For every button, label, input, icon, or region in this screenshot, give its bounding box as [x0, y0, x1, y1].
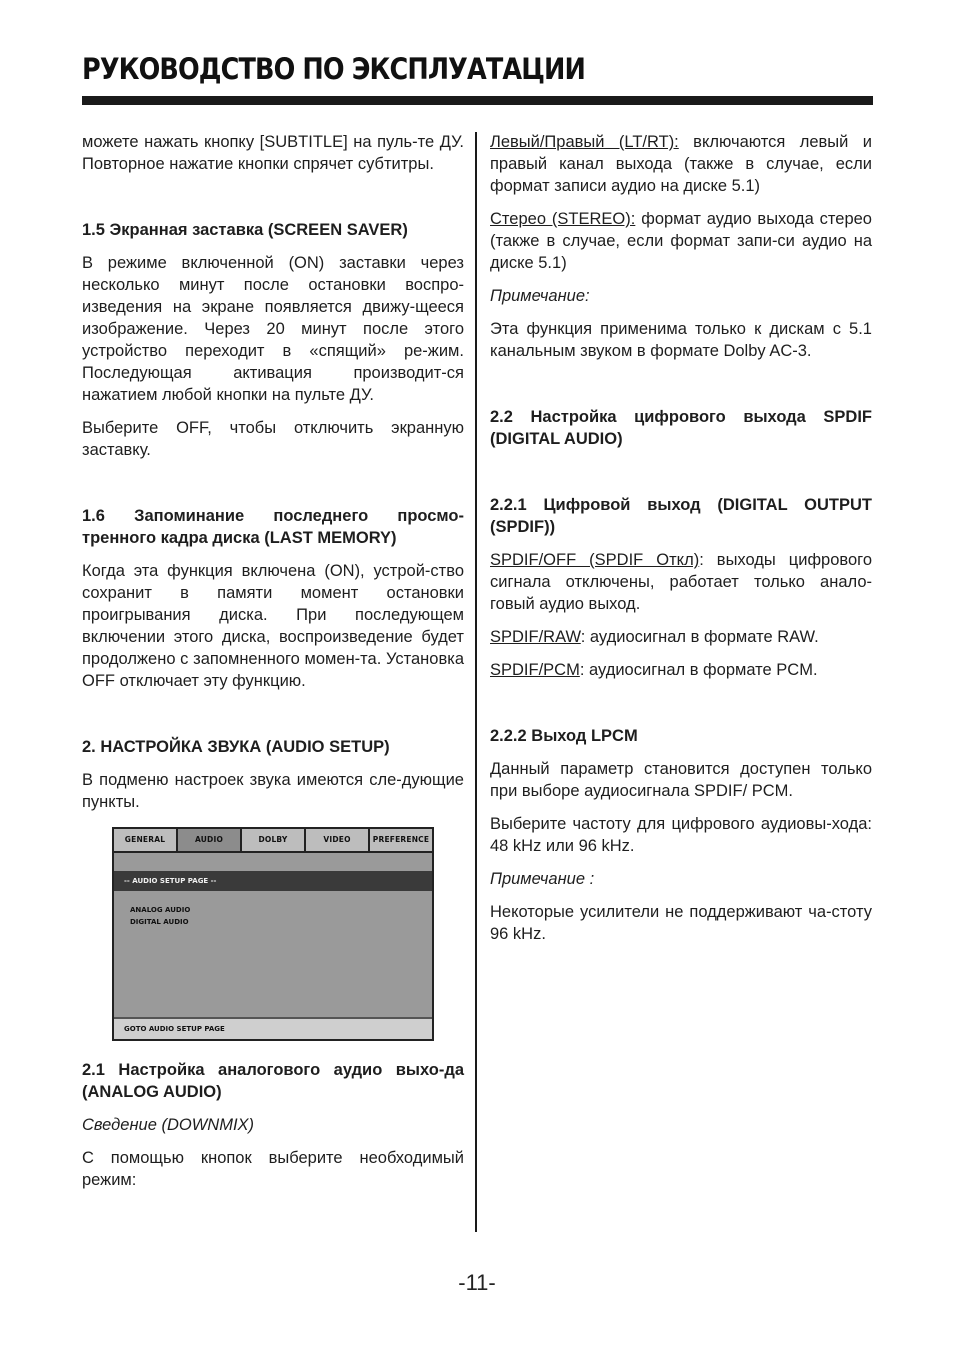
stereo-paragraph — [490, 208, 872, 274]
osd-tab-dolby: DOLBY — [242, 829, 306, 851]
column-divider — [475, 132, 477, 1232]
osd-footer: GOTO AUDIO SETUP PAGE — [114, 1017, 432, 1039]
section-1-5-paragraph-2: Выберите OFF, чтобы отключить экранную заставку. — [82, 419, 464, 459]
section-1-5-paragraph-1: В режиме включенной (ON) заставки через несколько минут после остановки воспро-изведения на экране появляется движу-щееся изображение. Через 20 минут после этого устройство переходит в «спящий» ре-жим. Последующая активация производит-ся нажатием любой кнопки на пульте ДУ. — [82, 254, 464, 404]
title-rule — [82, 96, 873, 105]
section-2-2-1-heading: 2.2.1 Цифровой выход (DIGITAL OUTPUT (SPDIF)) — [490, 496, 872, 536]
section-2-2-2-paragraph-1: Данный параметр становится доступен только при выборе аудиосигнала SPDIF/ PCM. — [490, 760, 872, 800]
osd-tab-bar — [114, 829, 432, 853]
stereo-text: формат аудио выхода стерео (также в случае, если формат запи-си аудио на диске 5.1) — [490, 210, 872, 272]
section-2-heading: 2. НАСТРОЙКА ЗВУКА (AUDIO SETUP) — [82, 738, 390, 756]
downmix-subheading: Сведение (DOWNMIX) — [82, 1116, 255, 1134]
note-1-text: Эта функция применима только к дискам с 5.1 канальным звуком в формате Dolby AC-3. — [490, 320, 872, 360]
osd-tab-preference: PREFERENCE — [372, 835, 430, 844]
spdif-pcm-paragraph — [490, 659, 872, 681]
osd-menu-list — [130, 904, 190, 928]
spdif-off-text: : выходы цифрового сигнала отключены, работает только анало-говый аудио выход. — [490, 551, 872, 613]
spdif-raw-paragraph — [490, 626, 872, 648]
section-1-6-heading: 1.6 Запоминание последнего просмо-тренного кадра диска (LAST MEMORY) — [82, 507, 464, 547]
section-2-1-paragraph: С помощью кнопок выберите необходимый режим: — [82, 1149, 464, 1189]
section-1-6-paragraph: Когда эта функция включена (ON), устрой-ство сохранит в памяти момент остановки проигрывания диска. При последующем включении этого диска, воспроизведение будет продолжено с запомненного момен-та. Установка OFF отключает эту функцию. — [82, 562, 464, 690]
audio-setup-screenshot — [112, 827, 434, 1041]
right-column — [490, 131, 872, 956]
section-1-5-heading: 1.5 Экранная заставка (SCREEN SAVER) — [82, 221, 408, 239]
note-2-label: Примечание : — [490, 870, 595, 888]
osd-page-header: -- AUDIO SETUP PAGE -- — [114, 871, 432, 891]
section-2-1-heading: 2.1 Настройка аналогового аудио выхо-да (ANALOG AUDIO) — [82, 1061, 464, 1101]
osd-tab-general: GENERAL — [114, 829, 178, 851]
section-2-paragraph: В подменю настроек звука имеются сле-дующие пункты. — [82, 771, 464, 811]
osd-tab-audio: AUDIO — [178, 829, 242, 851]
spdif-off-paragraph — [490, 549, 872, 615]
section-2-2-2-heading: 2.2.2 Выход LPCM — [490, 727, 638, 745]
note-2-text: Некоторые усилители не поддерживают ча-стоту 96 kHz. — [490, 903, 872, 943]
note-1-label: Примечание: — [490, 287, 590, 305]
spdif-pcm-text: : аудиосигнал в формате PCM. — [579, 661, 818, 679]
ltrt-label: Левый/Правый (LT/RT): — [490, 133, 679, 151]
section-2-2-2-paragraph-2: Выберите частоту для цифрового аудиовы-хода: 48 kHz или 96 kHz. — [490, 815, 872, 855]
spdif-raw-text: : аудиосигнал в формате RAW. — [580, 628, 819, 646]
page-number: -11- — [458, 1270, 496, 1295]
ltrt-text: включаются левый и правый канал выхода (также в случае, если формат записи аудио на диске 5.1) — [490, 133, 872, 195]
section-2-2-heading: 2.2 Настройка цифрового выхода SPDIF (DIGITAL AUDIO) — [490, 408, 872, 448]
ltrt-paragraph — [490, 131, 872, 197]
spdif-off-label: SPDIF/OFF (SPDIF Откл) — [490, 551, 700, 569]
intro-paragraph: можете нажать кнопку [SUBTITLE] на пуль-те ДУ. Повторное нажатие кнопки спрячет субтитры. — [82, 133, 464, 173]
spdif-pcm-label: SPDIF/PCM — [490, 661, 580, 679]
page-title: РУКОВОДСТВО ПО ЭКСПЛУАТАЦИИ — [82, 52, 586, 86]
spdif-raw-label: SPDIF/RAW — [490, 628, 581, 646]
stereo-label: Стерео (STEREO): — [490, 210, 636, 228]
osd-tab-video: VIDEO — [306, 829, 370, 851]
osd-item-digital-audio: DIGITAL AUDIO — [130, 918, 189, 926]
left-column — [82, 131, 464, 1202]
osd-item-analog-audio: ANALOG AUDIO — [130, 906, 191, 914]
